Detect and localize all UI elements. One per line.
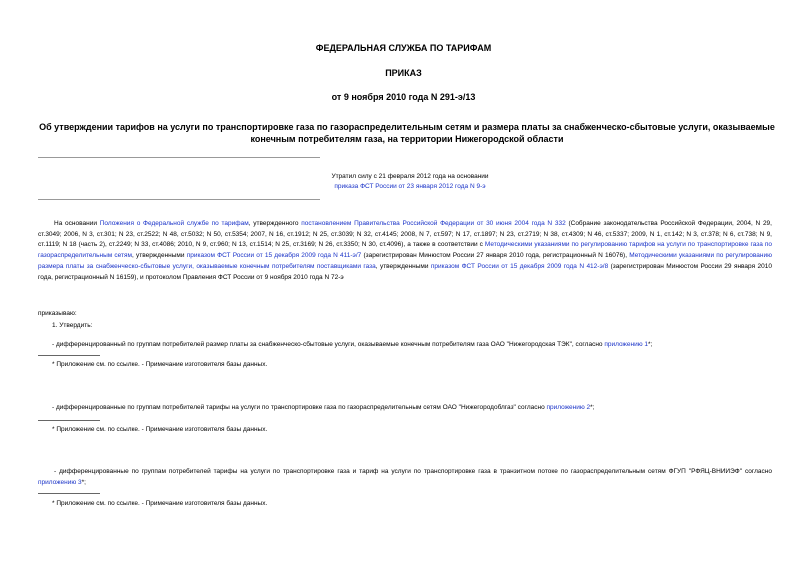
document-type-heading: ПРИКАЗ bbox=[385, 68, 422, 78]
approved-item-1-tail: *; bbox=[648, 341, 653, 348]
link-methodical-guidelines-supply[interactable]: Методическими указаниями по регулированию размера платы за снабженческо-сбытовые услуги, оказываемые конечным потребителям поставщиками газа bbox=[38, 252, 773, 270]
approved-item-2 bbox=[52, 403, 595, 413]
link-government-decree[interactable]: постановлением Правительства Российской Федерации от 30 июня 2004 года N 332 bbox=[301, 220, 566, 227]
agency-heading: ФЕДЕРАЛЬНАЯ СЛУЖБА ПО ТАРИФАМ bbox=[315, 43, 492, 53]
order-verb: приказываю: bbox=[38, 310, 77, 317]
document-title: Об утверждении тарифов на услуги по транспортировке газа по газораспределительным сетям и размера платы за снабженческо-сбытовые услуги, оказываемые конечным потребителям газа, на территории Нижегородской области bbox=[39, 122, 775, 144]
link-regulation-fst[interactable]: Положения о Федеральной службе по тарифам bbox=[99, 220, 249, 227]
preamble-paragraph bbox=[38, 219, 772, 283]
preamble-text-3: (Собрание законодательства Российской Федерации, 2004, N 29, ст.3049; 2006, N 3, ст.301; N 23, ст.2522; N 48, ст.5032; N 50, ст.5354; 2007, N 16, ст.1912; N 25, ст.3039; N 32, ст.4145; 2008, N 7, ст.597; N 17, ст.1897; N 23, ст.2719; N 38, ст.4309; N 46, ст.5337; 2009, N 1, ст.142; N 3, ст.378; N 6, ст.738; N 9, ст.1119; N 18 (часть 2), ст.2249; N 33, ст.4086; 2010, N 9, ст.960; N 13, ст.1514; N 25, ст.3169; N 26, ст.3350; N 30, ст.4096), а также в соответствии с bbox=[38, 220, 772, 249]
approved-item-3-text: - дифференцированные по группам потребителей тарифы на услуги по транспортировке газа и тариф на услуги по транспортировке газа в транзитном потоке по газораспределительным сетям ФГУП "РФЯЦ-ВНИИЭФ" согласно bbox=[54, 468, 772, 475]
preamble-text-4: , утвержденными bbox=[132, 252, 187, 260]
approved-item-1 bbox=[52, 340, 652, 350]
preamble-text-7: (зарегистрирован Минюстом России 29 января 2010 года, регистрационный N 16159), и протоколом Правления ФСТ России от 9 ноября 2010 года N 72-э bbox=[38, 262, 772, 281]
footnote-rule-3 bbox=[38, 493, 100, 494]
approved-item-2-tail: *; bbox=[590, 404, 595, 411]
status-note-text: Утратил силу с 21 февраля 2012 года на основании bbox=[331, 173, 489, 180]
approved-item-3-tail: *; bbox=[81, 478, 86, 486]
link-methodical-guidelines-transport[interactable]: Методическими указаниями по регулированию тарифов на услуги по транспортировке газа по газораспределительным сетям bbox=[38, 241, 772, 260]
approved-item-2-text: - дифференцированные по группам потребителей тарифы на услуги по транспортировке газа по газораспределительным сетям ОАО "Нижегородоблгаз" согласно bbox=[52, 404, 547, 411]
footnote-1: * Приложение см. по ссылке. - Примечание изготовителя базы данных. bbox=[52, 361, 268, 368]
appendix-3-link[interactable]: приложению 3 bbox=[38, 478, 82, 486]
status-note-link[interactable]: приказа ФСТ России от 23 января 2012 года N 9-э bbox=[334, 183, 486, 190]
order-item-1: 1. Утвердить: bbox=[52, 322, 93, 329]
approved-item-1-text: - дифференцированный по группам потребителей размер платы за снабженческо-сбытовые услуги, оказываемые конечным потребителям газа ОАО "Нижегородская ТЭК", согласно bbox=[52, 341, 605, 348]
footnote-rule-2 bbox=[38, 420, 100, 421]
preamble-text-2: , утвержденного bbox=[248, 220, 302, 227]
preamble-text-1: На основании bbox=[54, 220, 100, 227]
divider-bottom bbox=[38, 199, 320, 200]
link-order-411[interactable]: приказом ФСТ России от 15 декабря 2009 года N 411-э/7 bbox=[186, 252, 362, 260]
document-date-heading: от 9 ноября 2010 года N 291-э/13 bbox=[331, 92, 476, 102]
preamble-text-6: , утвержденными bbox=[375, 262, 431, 270]
preamble-text-5: (зарегистрирован Минюстом России 27 января 2010 года, регистрационный N 16076), bbox=[361, 252, 630, 260]
appendix-1-link[interactable]: приложению 1 bbox=[604, 341, 648, 348]
appendix-2-link[interactable]: приложению 2 bbox=[546, 404, 591, 411]
footnote-2: * Приложение см. по ссылке. - Примечание изготовителя базы данных. bbox=[52, 426, 268, 433]
approved-item-3 bbox=[38, 467, 772, 488]
footnote-rule-1 bbox=[38, 355, 100, 356]
link-order-412[interactable]: приказом ФСТ России от 15 декабря 2009 года N 412-э/8 bbox=[430, 262, 609, 270]
status-note bbox=[290, 172, 530, 192]
footnote-3: * Приложение см. по ссылке. - Примечание изготовителя базы данных. bbox=[52, 500, 268, 507]
divider-top bbox=[38, 157, 320, 158]
